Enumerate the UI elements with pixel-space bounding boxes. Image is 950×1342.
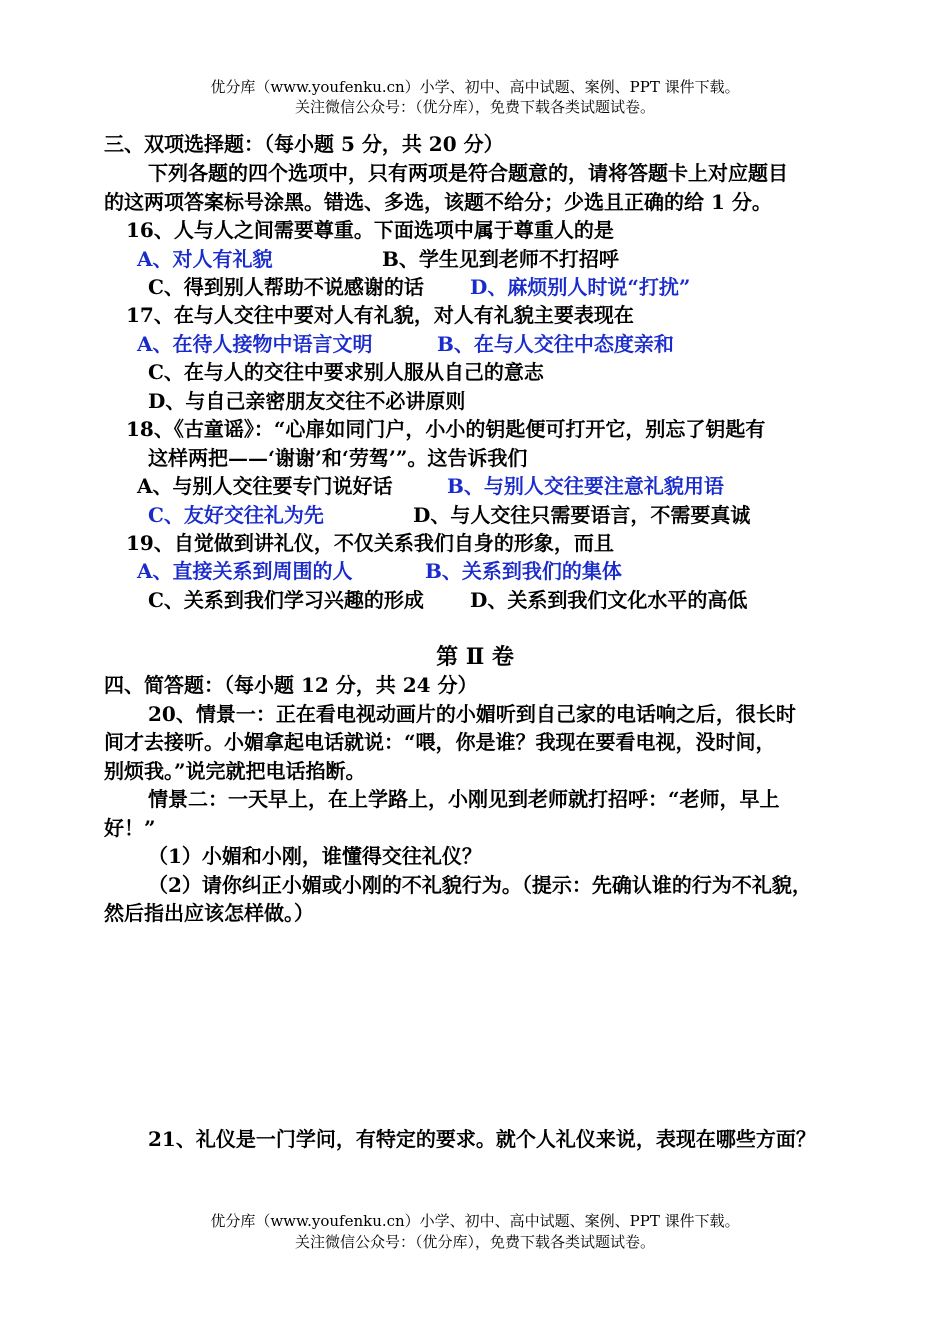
q18-option-b: B、与别人交往要注意礼貌用语 xyxy=(447,474,724,498)
q20-scene1-line-2: 间才去接听。小媚拿起电话就说：“喂，你是谁？我现在要看电视，没时间， xyxy=(104,730,776,754)
section4-title: 四、简答题：（每小题 12 分，共 24 分） xyxy=(104,673,478,697)
q16-stem: 16、人与人之间需要尊重。下面选项中属于尊重人的是 xyxy=(126,218,614,242)
footer-line-1: 优分库（www.youfenku.cn）小学、初中、高中试题、案例、PPT 课件下载。 xyxy=(210,1212,740,1230)
q20-scene1-line-1: 20、情景一：正在看电视动画片的小媚听到自己家的电话响之后，很长时 xyxy=(148,702,796,726)
q20-scene1-line-3: 别烦我。”说完就把电话掐断。 xyxy=(104,759,366,783)
section3-instruction-1: 下列各题的四个选项中，只有两项是符合题意的，请将答题卡上对应题目 xyxy=(148,161,788,185)
q17-stem: 17、在与人交往中要对人有礼貌，对人有礼貌主要表现在 xyxy=(126,303,634,327)
q18-stem-1: 18、《古童谣》：“心扉如同门户，小小的钥匙便可打开它，别忘了钥匙有 xyxy=(126,417,766,441)
q17-option-d: D、与自己亲密朋友交往不必讲原则 xyxy=(148,389,466,413)
q19-option-a: A、直接关系到周围的人 xyxy=(137,559,353,583)
q20-scene2-line-1: 情景二：一天早上，在上学路上，小刚见到老师就打招呼：“老师，早上 xyxy=(148,787,780,811)
q19-option-d: D、关系到我们文化水平的高低 xyxy=(470,588,748,612)
q20-sub-question-2-line-2: 然后指出应该怎样做。） xyxy=(104,901,314,925)
q16-option-c: C、得到别人帮助不说感谢的话 xyxy=(148,275,424,299)
part2-title: 第 Ⅱ 卷 xyxy=(436,644,514,670)
q21-stem: 21、礼仪是一门学问，有特定的要求。就个人礼仪来说，表现在哪些方面？ xyxy=(148,1127,816,1151)
q16-option-b: B、学生见到老师不打招呼 xyxy=(382,247,619,271)
q16-option-d: D、麻烦别人时说“打扰” xyxy=(470,275,691,299)
header-line-2: 关注微信公众号：（优分库），免费下载各类试题试卷。 xyxy=(294,98,655,116)
q16-option-a: A、对人有礼貌 xyxy=(137,247,273,271)
q17-option-b: B、在与人交往中态度亲和 xyxy=(437,332,674,356)
q18-option-d: D、与人交往只需要语言，不需要真诚 xyxy=(413,503,751,527)
q20-sub-question-2-line-1: （2）请你纠正小媚或小刚的不礼貌行为。（提示：先确认谁的行为不礼貌， xyxy=(148,873,812,897)
q19-option-c: C、关系到我们学习兴趣的形成 xyxy=(148,588,424,612)
q18-option-a: A、与别人交往要专门说好话 xyxy=(137,474,393,498)
q18-stem-2: 这样两把——‘谢谢’和‘劳驾’”。这告诉我们 xyxy=(148,446,528,470)
section3-title: 三、双项选择题：（每小题 5 分，共 20 分） xyxy=(104,132,504,156)
q18-option-c: C、友好交往礼为先 xyxy=(148,503,324,527)
q20-sub-question-1: （1）小媚和小刚，谁懂得交往礼仪？ xyxy=(148,844,482,868)
q19-stem: 19、自觉做到讲礼仪，不仅关系我们自身的形象，而且 xyxy=(126,531,614,555)
q19-option-b: B、关系到我们的集体 xyxy=(425,559,622,583)
q17-option-c: C、在与人的交往中要求别人服从自己的意志 xyxy=(148,360,544,384)
q17-option-a: A、在待人接物中语言文明 xyxy=(137,332,373,356)
section3-instruction-2: 的这两项答案标号涂黑。错选、多选，该题不给分；少选且正确的给 1 分。 xyxy=(104,190,772,214)
footer-line-2: 关注微信公众号：（优分库），免费下载各类试题试卷。 xyxy=(294,1233,655,1251)
header-line-1: 优分库（www.youfenku.cn）小学、初中、高中试题、案例、PPT 课件下载。 xyxy=(210,78,740,96)
q20-scene2-line-2: 好！” xyxy=(104,816,156,840)
